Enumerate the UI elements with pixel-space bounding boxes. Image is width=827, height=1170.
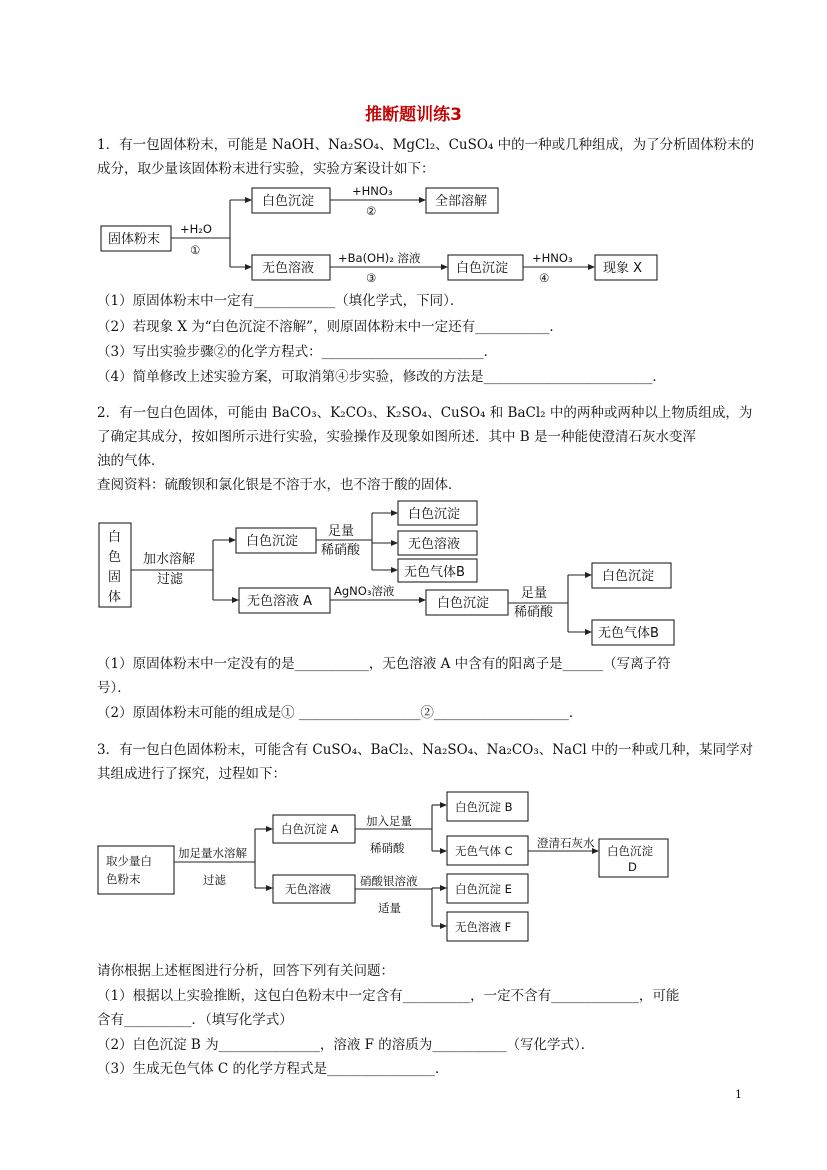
svg-text:现象 X: 现象 X	[603, 261, 643, 276]
svg-text:稀硝酸: 稀硝酸	[370, 841, 405, 855]
svg-text:白色沉淀: 白色沉淀	[408, 507, 461, 522]
svg-text:色: 色	[108, 550, 122, 565]
svg-text:澄清石灰水: 澄清石灰水	[537, 836, 595, 850]
svg-text:固: 固	[108, 570, 122, 585]
svg-text:白色沉淀: 白色沉淀	[607, 844, 653, 858]
svg-text:全部溶解: 全部溶解	[435, 194, 488, 209]
svg-text:足量: 足量	[521, 586, 548, 601]
svg-text:稀硝酸: 稀硝酸	[321, 543, 361, 558]
svg-text:过滤: 过滤	[157, 572, 184, 587]
q1-diagram	[101, 184, 657, 285]
q3-sub2: （2）白色沉淀 B 为_______________，溶液 F 的溶质为___________（写化学式）．	[97, 1037, 595, 1053]
svg-text:稀硝酸: 稀硝酸	[514, 605, 554, 620]
svg-text:无色气体B: 无色气体B	[404, 565, 465, 580]
q2-intro-line3: 浊的气体．	[97, 453, 165, 469]
q2-diagram	[99, 501, 674, 645]
q3-lead: 请你根据上述框图进行分析，回答下列有关问题：	[97, 963, 394, 979]
svg-text:足量: 足量	[328, 524, 355, 539]
svg-text:白色沉淀 B: 白色沉淀 B	[455, 800, 513, 814]
q1-sub1: （1）原固体粉末中一定有____________（填化学式，下同）．	[97, 293, 464, 309]
svg-text:白色沉淀: 白色沉淀	[456, 261, 509, 276]
svg-text:③: ③	[366, 271, 377, 285]
q1-step1-reagent: +H₂O	[180, 222, 212, 236]
svg-text:过滤: 过滤	[203, 873, 226, 887]
svg-text:AgNO₃溶液: AgNO₃溶液	[334, 584, 395, 598]
q3-sub1-line1: （1）根据以上实验推断，这包白色粉末中一定含有__________，一定不含有_____________，可能	[97, 988, 680, 1004]
svg-text:体: 体	[108, 590, 122, 605]
svg-text:白色沉淀 A: 白色沉淀 A	[281, 822, 339, 836]
svg-text:②: ②	[366, 204, 377, 218]
page-number: 1	[735, 1088, 742, 1101]
svg-text:无色溶液 F: 无色溶液 F	[455, 920, 512, 934]
q1-box-start-text: 固体粉末	[108, 232, 161, 247]
q2-intro-line2: 了确定其成分，按如图所示进行实验，实验操作及现象如图所述．其中 B 是一种能使澄清石灰水变浑	[97, 429, 697, 445]
q3-intro-line1: 3．有一包白色固体粉末，可能含有 CuSO₄、BaCl₂、Na₂SO₄、Na₂CO₃、NaCl 中的一种或几种，某同学对	[97, 742, 754, 758]
svg-text:白色沉淀: 白色沉淀	[246, 534, 299, 549]
svg-text:④: ④	[539, 271, 550, 285]
svg-text:加入足量: 加入足量	[366, 814, 412, 828]
svg-text:无色溶液: 无色溶液	[262, 261, 315, 276]
svg-text:取少量白: 取少量白	[106, 854, 152, 868]
svg-text:白色沉淀 E: 白色沉淀 E	[455, 882, 512, 896]
q3-sub3: （3）生成无色气体 C 的化学方程式是________________．	[97, 1061, 449, 1077]
svg-text:白色沉淀: 白色沉淀	[602, 569, 655, 584]
svg-text:加水溶解: 加水溶解	[143, 552, 196, 567]
svg-text:+HNO₃: +HNO₃	[532, 251, 573, 265]
svg-text:无色溶液: 无色溶液	[285, 882, 331, 896]
svg-text:加足量水溶解: 加足量水溶解	[178, 846, 247, 860]
svg-text:D: D	[628, 860, 637, 874]
q2-sub2: （2）原固体粉末可能的组成是① __________________②____________________．	[97, 705, 583, 721]
q3-diagram	[98, 792, 668, 941]
svg-text:白: 白	[108, 530, 122, 545]
svg-text:+Ba(OH)₂ 溶液: +Ba(OH)₂ 溶液	[338, 251, 421, 265]
svg-text:无色气体B: 无色气体B	[598, 626, 659, 641]
q3-sub1-line2: 含有__________．（填写化学式）	[97, 1012, 293, 1028]
q1-sub4: （4）简单修改上述实验方案，可取消第④步实验，修改的方法是_________________________．	[97, 369, 666, 385]
q1-intro-line1: 1．有一包固体粉末，可能是 NaOH、Na₂SO₄、MgCl₂、CuSO₄ 中的一种或几种组成，为了分析固体粉末的	[97, 137, 755, 153]
svg-text:无色气体 C: 无色气体 C	[455, 844, 513, 858]
svg-text:无色溶液: 无色溶液	[408, 537, 461, 552]
q2-sub1-line2: 号）．	[97, 680, 131, 696]
svg-text:+HNO₃: +HNO₃	[352, 184, 393, 198]
svg-text:白色沉淀: 白色沉淀	[437, 596, 490, 611]
q1-sub3: （3）写出实验步骤②的化学方程式：________________________．	[97, 344, 498, 360]
svg-text:适量: 适量	[378, 901, 401, 915]
q2-intro-line4: 查阅资料：硫酸钡和氯化银是不溶于水，也不溶于酸的固体．	[97, 477, 462, 493]
svg-text:色粉末: 色粉末	[106, 872, 141, 886]
q1-step1-num: ①	[190, 243, 201, 257]
q2-intro-line1: 2．有一包白色固体，可能由 BaCO₃、K₂CO₃、K₂SO₄、CuSO₄ 和 BaCl₂ 中的两种或两种以上物质组成，为	[97, 405, 753, 421]
svg-text:硝酸银溶液: 硝酸银溶液	[360, 874, 418, 888]
q3-intro-line2: 其组成进行了探究，过程如下：	[97, 766, 286, 782]
svg-text:无色溶液 A: 无色溶液 A	[247, 594, 313, 609]
q1-intro-line2: 成分，取少量该固体粉末进行实验，实验方案设计如下：	[97, 161, 435, 177]
svg-text:白色沉淀: 白色沉淀	[262, 194, 315, 209]
q2-sub1-line1: （1）原固体粉末中一定没有的是___________，无色溶液 A 中含有的阳离子是______（写离子符	[97, 656, 671, 672]
q1-sub2: （2）若现象 X 为“白色沉淀不溶解”，则原固体粉末中一定还有___________．	[97, 319, 563, 335]
page-title: 推断题训练3	[365, 105, 462, 125]
